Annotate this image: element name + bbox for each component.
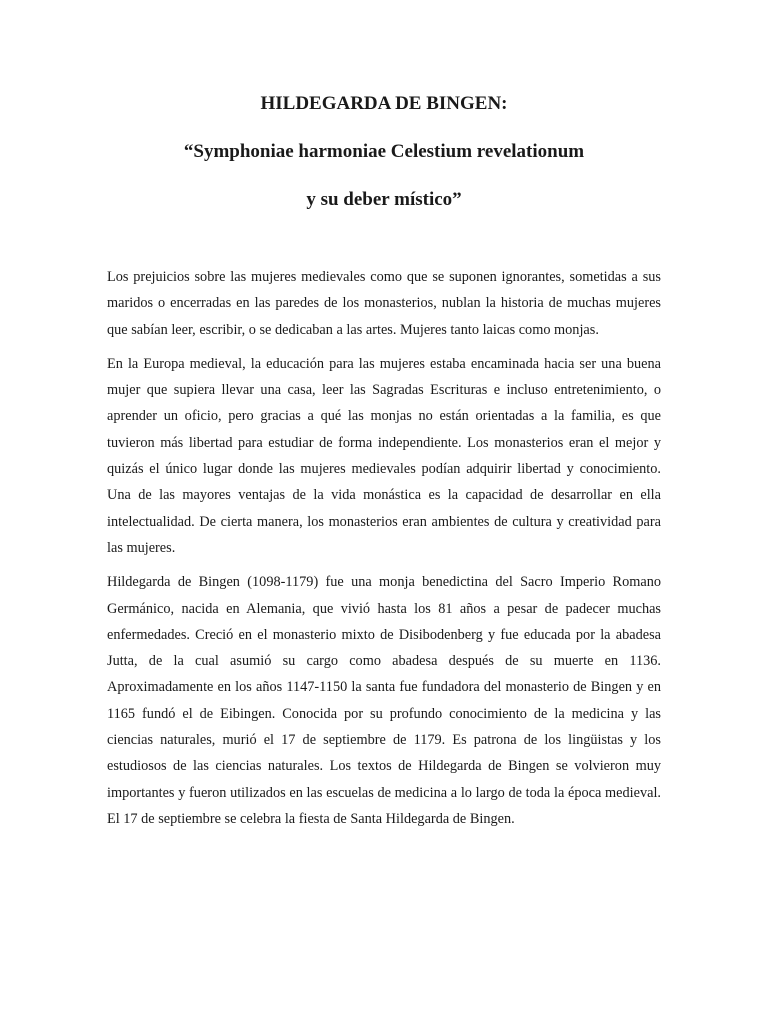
document-title — [0, 92, 768, 212]
title-line-3: y su deber místico” — [306, 189, 462, 210]
title-line-2: “Symphoniae harmoniae Celestium revelationum — [183, 141, 585, 162]
paragraph-2: En la Europa medieval, la educación para las mujeres estaba encaminada hacia ser una buena mujer que supiera llevar una casa, leer las Sagradas Escrituras e incluso entretenimiento, o aprender un oficio, pero gracias a qué las monjas no están orientadas a la familia, es que tuvieron más libertad para estudiar de forma independiente. Los monasterios eran el mejor y quizás el único lugar donde las mujeres medievales podían adquirir libertad y conocimiento. Una de las mayores ventajas de la vida monástica es la capacidad de desarrollar en ella intelectualidad. De cierta manera, los monasterios eran ambientes de cultura y creatividad para las mujeres. — [107, 355, 661, 556]
title-line-1: HILDEGARDA DE BINGEN: — [260, 93, 508, 114]
document-body — [107, 264, 661, 840]
paragraph-1: Los prejuicios sobre las mujeres medievales como que se suponen ignorantes, sometidas a sus maridos o encerradas en las paredes de los monasterios, nublan la historia de muchas mujeres que sabían leer, escribir, o se dedicaban a las artes. Mujeres tanto laicas como monjas. — [107, 269, 661, 338]
paragraph-3: Hildegarda de Bingen (1098-1179) fue una monja benedictina del Sacro Imperio Romano Germánico, nacida en Alemania, que vivió hasta los 81 años a pesar de padecer muchas enfermedades. Creció en el monasterio mixto de Disibodenberg y fue educada por la abadesa Jutta, de la cual asumió su cargo como abadesa después de su muerte en 1136. Aproximadamente en los años 1147-1150 la santa fue fundadora del monasterio de Bingen y en 1165 fundó el de Eibingen. Conocida por su profundo conocimiento de la medicina y las ciencias naturales, murió el 17 de septiembre de 1179. Es patrona de los lingüistas y los estudiosos de las ciencias naturales. Los textos de Hildegarda de Bingen se volvieron muy importantes y fueron utilizados en las escuelas de medicina a lo largo de toda la época medieval. El 17 de septiembre se celebra la fiesta de Santa Hildegarda de Bingen. — [107, 574, 661, 827]
